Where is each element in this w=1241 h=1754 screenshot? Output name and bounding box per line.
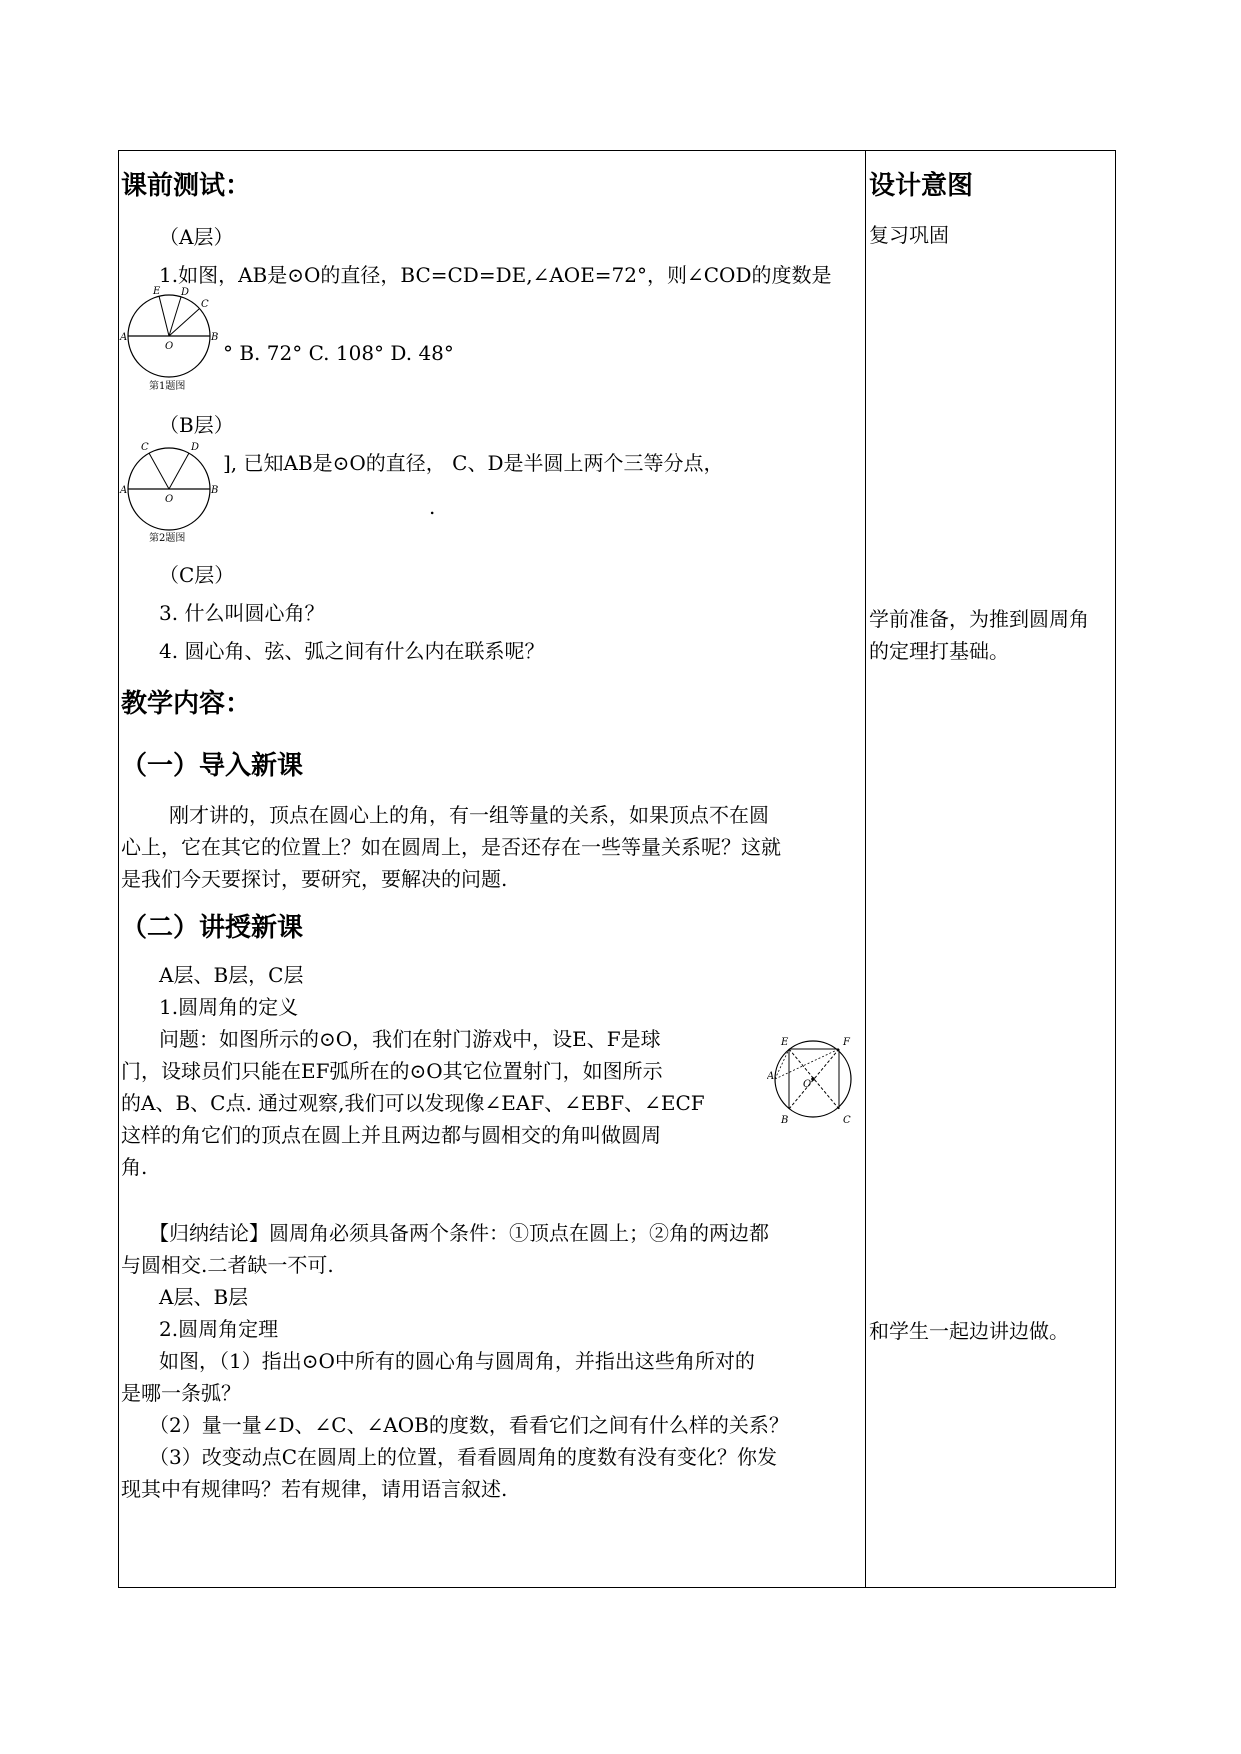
fig1-label-a: A <box>120 332 128 343</box>
definition-title: 1.圆周角的定义 <box>159 995 299 1019</box>
fig1-label-c: C <box>201 299 209 310</box>
fig1-label-d: D <box>181 287 190 298</box>
question-1-text: 1.如图，AB是⊙O的直径，BC=CD=DE,∠AOE=72°，则∠COD的度数是 <box>159 263 832 287</box>
definition-line-1: 问题：如图所示的⊙O，我们在射门游戏中，设E、F是球 <box>159 1027 661 1051</box>
theorem-line-4: （3）改变动点C在圆周上的位置，看看圆周角的度数有没有变化？你发 <box>149 1445 778 1469</box>
fig3-label-c: C <box>843 1115 851 1126</box>
levels-ab: A层、B层 <box>159 1285 249 1309</box>
definition-line-4: 这样的角它们的顶点在圆上并且两边都与圆相交的角叫做圆周 <box>121 1123 661 1147</box>
teaching-title: 教学内容： <box>121 689 252 719</box>
intro-line-3: 是我们今天要探讨，要研究，要解决的问题. <box>121 867 508 891</box>
levels-abc: A层、B层，C层 <box>159 963 304 987</box>
level-c-label: （C层） <box>159 563 235 587</box>
fig3-label-e: E <box>781 1037 789 1048</box>
fig3-label-f: F <box>843 1037 850 1048</box>
fig2-label-c: C <box>141 442 149 453</box>
design-intent-column <box>867 151 1115 1587</box>
fig2-caption: 第2题图 <box>149 533 186 544</box>
figure-3-diagram <box>767 1031 859 1129</box>
design-note-review: 复习巩固 <box>869 223 949 247</box>
fig2-label-d: D <box>191 442 200 453</box>
summary-line-2: 与圆相交.二者缺一不可. <box>121 1253 334 1277</box>
level-a-label: （A层） <box>159 225 234 249</box>
fig3-label-o: O <box>803 1079 812 1090</box>
definition-line-2: 门，设球员们只能在EF弧所在的⊙O其它位置射门，如图所示 <box>121 1059 663 1083</box>
intro-line-2: 心上，它在其它的位置上？如在圆周上，是否还存在一些等量关系呢？这就 <box>121 835 781 859</box>
theorem-line-5: 现其中有规律吗？若有规律，请用语言叙述. <box>121 1477 508 1501</box>
intro-line-1: 刚才讲的，顶点在圆心上的角，有一组等量的关系，如果顶点不在圆 <box>169 803 769 827</box>
fig1-label-o: O <box>165 341 174 352</box>
theorem-line-1: 如图，（1）指出⊙O中所有的圆心角与圆周角，并指出这些角所对的 <box>159 1349 755 1373</box>
fig1-label-e: E <box>153 286 161 297</box>
figure-1-diagram <box>119 283 219 393</box>
summary-line-1: 【归纳结论】圆周角必须具备两个条件：①顶点在圆上；②角的两边都 <box>149 1221 769 1245</box>
theorem-line-3: （2）量一量∠D、∠C、∠AOB的度数，看看它们之间有什么样的关系？ <box>149 1413 789 1437</box>
design-note-prep-line-1: 学前准备，为推到圆周角 <box>869 607 1089 631</box>
pretest-title: 课前测试： <box>121 171 252 201</box>
design-title: 设计意图 <box>869 171 974 201</box>
level-b-label: （B层） <box>159 413 234 437</box>
question-1-choices: ° B. 72° C. 108° D. 48° <box>223 341 454 365</box>
theorem-line-2: 是哪一条弧？ <box>121 1381 241 1405</box>
question-4: 4. 圆心角、弦、弧之间有什么内在联系呢？ <box>159 639 545 663</box>
question-2-text: ], 已知AB是⊙O的直径， C、D是半圆上两个三等分点， <box>223 451 724 475</box>
definition-line-5: 角. <box>121 1155 148 1179</box>
question-2-blank: . <box>429 495 436 519</box>
fig1-caption: 第1题图 <box>149 381 186 392</box>
fig1-label-b: B <box>211 332 219 343</box>
intro-heading: （一）导入新课 <box>121 751 304 781</box>
content-column <box>119 151 865 1587</box>
fig3-label-a: A <box>767 1071 775 1082</box>
fig3-label-b: B <box>781 1115 789 1126</box>
question-3: 3. 什么叫圆心角？ <box>159 601 325 625</box>
fig2-label-a: A <box>120 485 128 496</box>
design-note-prep-line-2: 的定理打基础。 <box>869 639 1009 663</box>
fig2-label-o: O <box>165 494 174 505</box>
figure-2-diagram <box>119 437 219 545</box>
lesson-plan-table <box>118 150 1116 1588</box>
new-lesson-heading: （二）讲授新课 <box>121 913 304 943</box>
column-divider <box>865 151 866 1587</box>
definition-line-3: 的A、B、C点. 通过观察,我们可以发现像∠EAF、∠EBF、∠ECF <box>121 1091 705 1115</box>
theorem-title: 2.圆周角定理 <box>159 1317 279 1341</box>
design-note-practice: 和学生一起边讲边做。 <box>869 1319 1069 1343</box>
fig2-label-b: B <box>211 485 219 496</box>
